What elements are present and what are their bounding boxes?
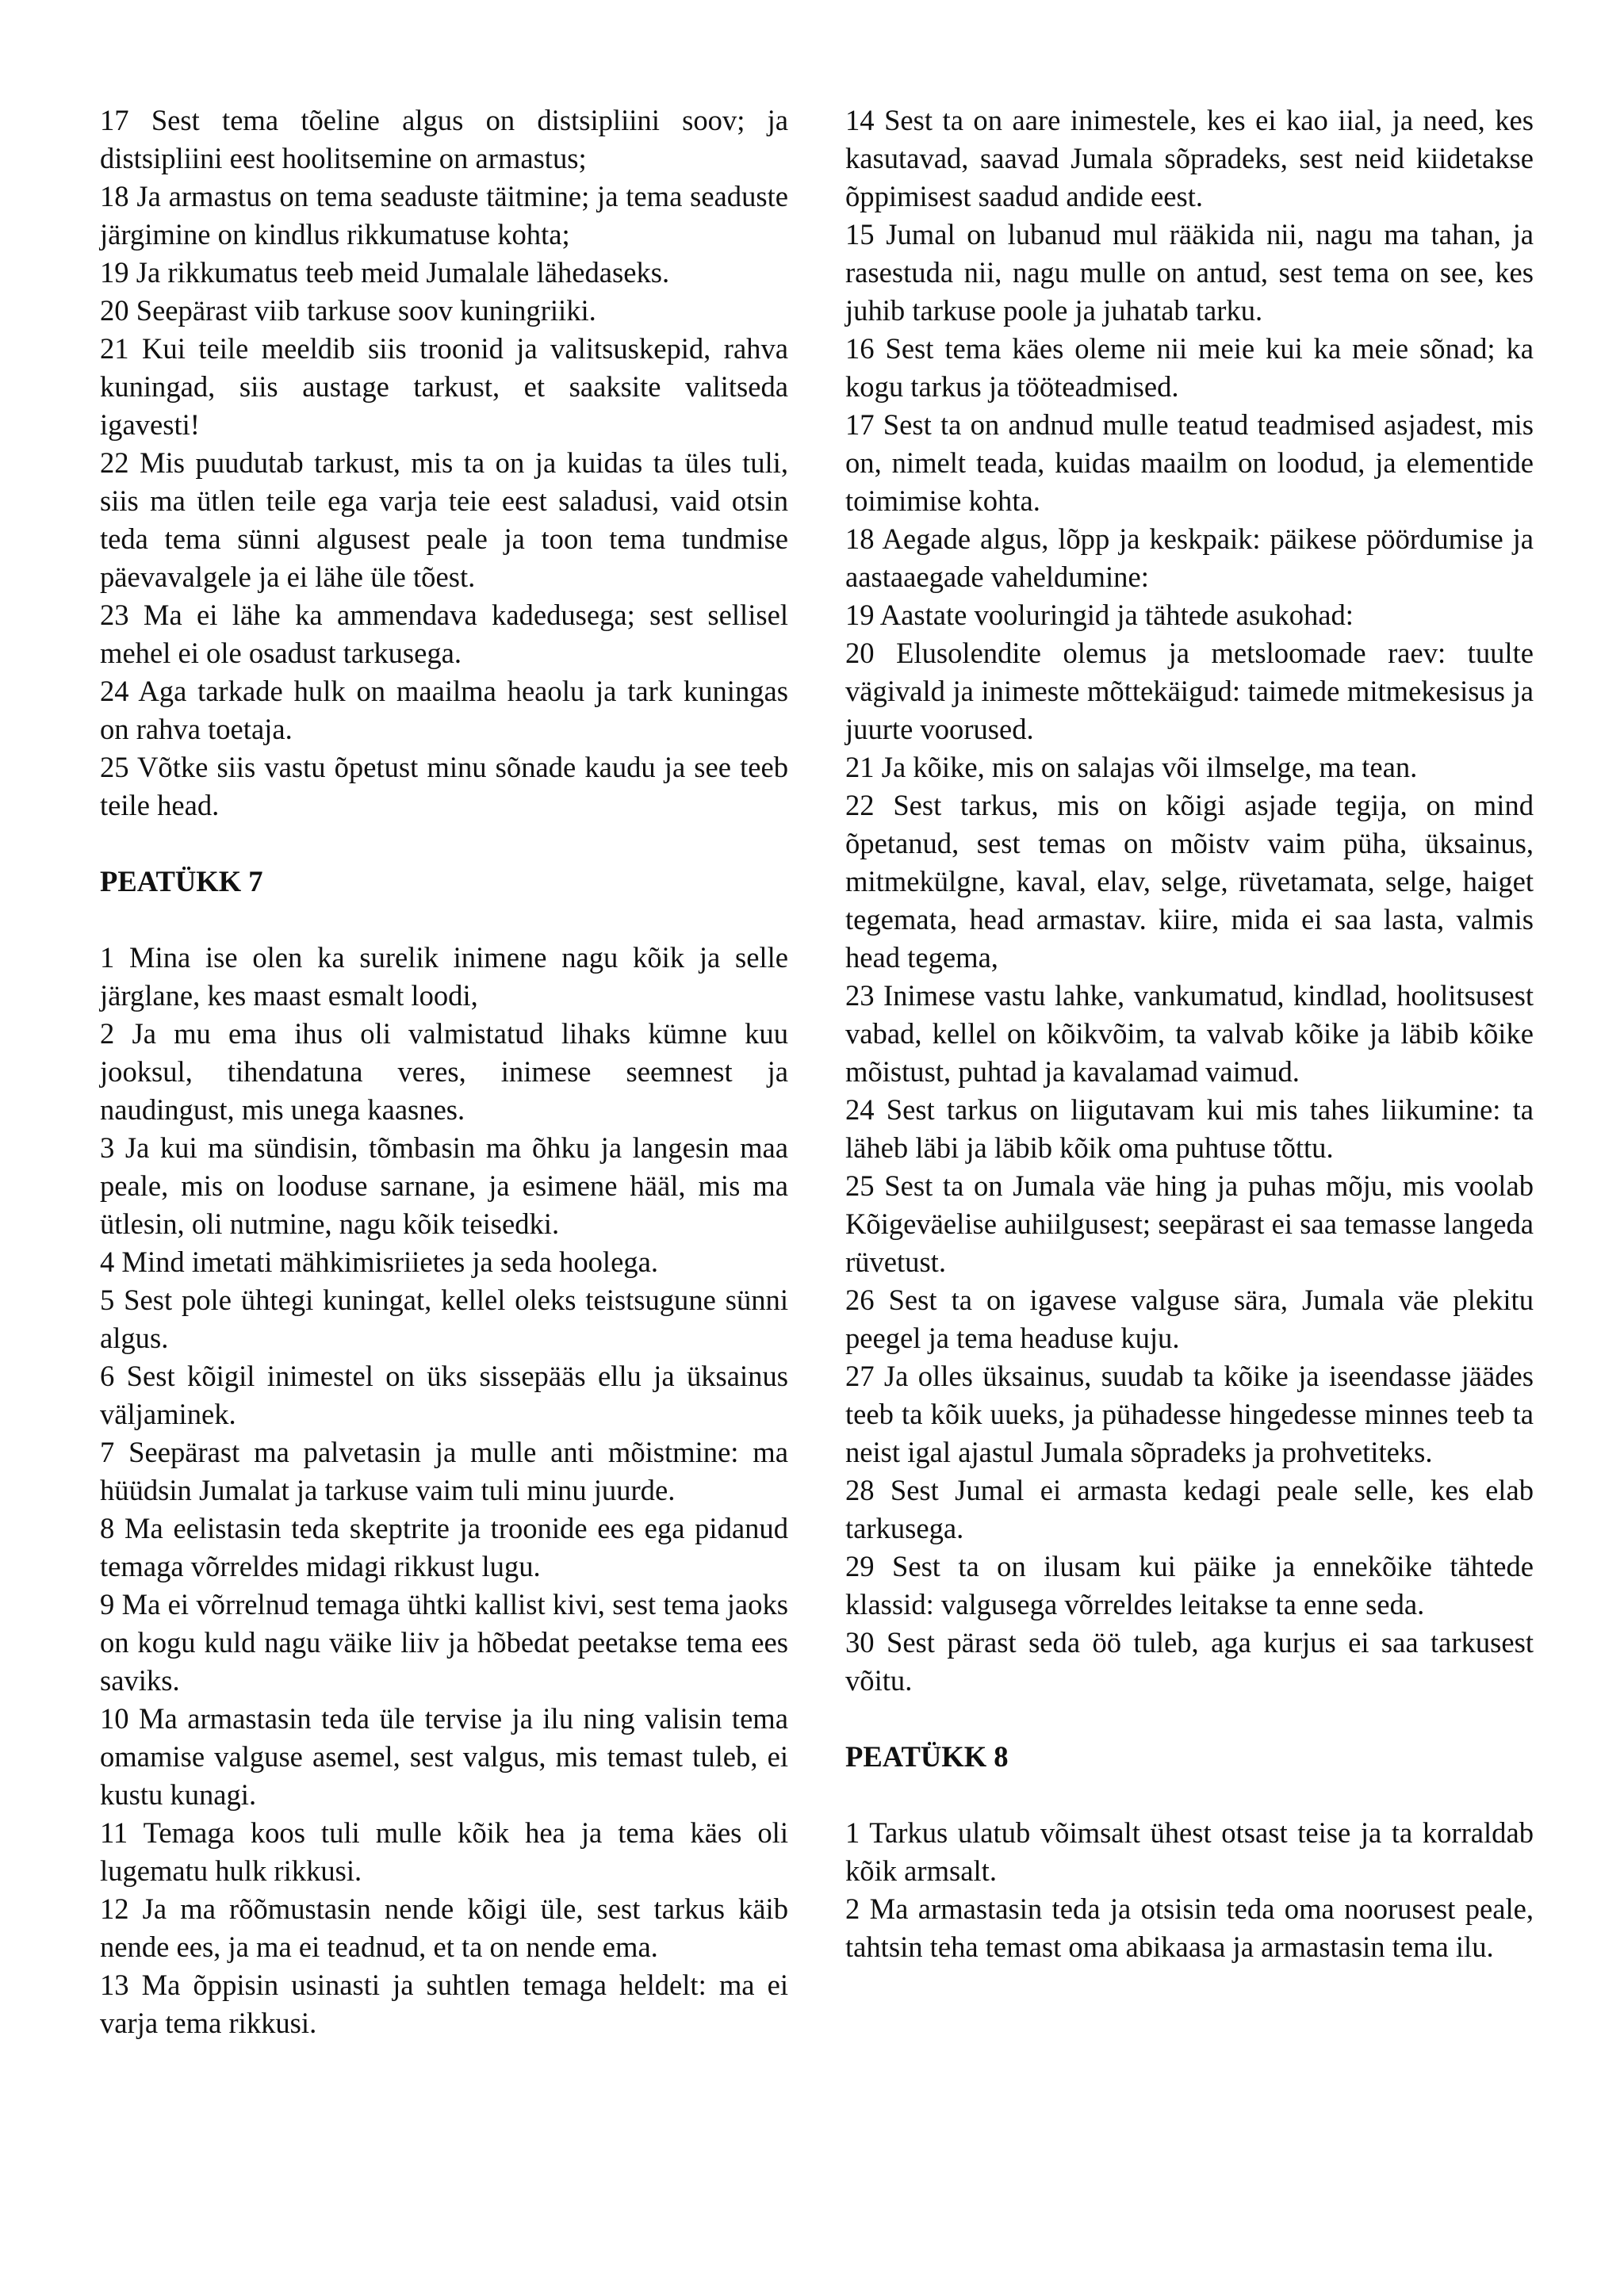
verse: 18 Aegade algus, lõpp ja keskpaik: päikese pöördumise ja aastaaegade vaheldumine:	[845, 522, 1534, 593]
left-column	[100, 101, 788, 2042]
verse: 2 Ma armastasin teda ja otsisin teda oma noorusest peale, tahtsin teha temast oma abikaasa ja armastasin tema ilu.	[845, 1892, 1534, 1963]
verse: 15 Jumal on lubanud mul rääkida nii, nagu ma tahan, ja rasestuda nii, nagu mulle on antud, sest tema on see, kes juhib tarkuse poole ja juhatab tarku.	[845, 218, 1534, 327]
verse: 10 Ma armastasin teda üle tervise ja ilu ning valisin tema omamise valguse asemel, sest valgus, mis temast tuleb, ei kustu kunagi.	[100, 1702, 788, 1811]
verse: 5 Sest pole ühtegi kuningat, kellel oleks teistsugune sünni algus.	[100, 1284, 788, 1354]
verse: 1 Tarkus ulatub võimsalt ühest otsast teise ja ta korraldab kõik armsalt.	[845, 1816, 1534, 1887]
verse: 25 Sest ta on Jumala väe hing ja puhas mõju, mis voolab Kõigeväelise auhiilgusest; seepärast ei saa temasse langeda rüvetust.	[845, 1169, 1534, 1278]
verse: 30 Sest pärast seda öö tuleb, aga kurjus ei saa tarkusest võitu.	[845, 1626, 1534, 1697]
verse: 6 Sest kõigil inimestel on üks sissepääs ellu ja üksainus väljaminek.	[100, 1360, 788, 1430]
verse: 20 Seepärast viib tarkuse soov kuningriiki.	[100, 294, 596, 327]
verse: 24 Sest tarkus on liigutavam kui mis tahes liikumine: ta läheb läbi ja läbib kõik oma puhtuse tõttu.	[845, 1093, 1534, 1164]
verse: 29 Sest ta on ilusam kui päike ja ennekõike tähtede klassid: valgusega võrreldes leitakse ta enne seda.	[845, 1550, 1534, 1621]
verse: 7 Seepärast ma palvetasin ja mulle anti mõistmine: ma hüüdsin Jumalat ja tarkuse vaim tuli minu juurde.	[100, 1436, 788, 1506]
verse: 21 Kui teile meeldib siis troonid ja valitsuskepid, rahva kuningad, siis austage tarkust, et saaksite valitseda igavesti!	[100, 332, 788, 441]
verse: 28 Sest Jumal ei armasta kedagi peale selle, kes elab tarkusega.	[845, 1474, 1534, 1544]
verse: 9 Ma ei võrrelnud temaga ühtki kallist kivi, sest tema jaoks on kogu kuld nagu väike liiv ja hõbedat peetakse tema ees saviks.	[100, 1588, 788, 1697]
chapter-heading: PEATÜKK 7	[100, 865, 263, 897]
verse: 19 Aastate vooluringid ja tähtede asukohad:	[845, 599, 1354, 631]
verse: 17 Sest ta on andnud mulle teatud teadmised asjadest, mis on, nimelt teada, kuidas maailm on loodud, ja elementide toimimise kohta.	[845, 408, 1534, 517]
verse: 21 Ja kõike, mis on salajas või ilmselge, ma tean.	[845, 751, 1418, 783]
verse: 12 Ja ma rõõmustasin nende kõigi üle, sest tarkus käib nende ees, ja ma ei teadnud, et ta on nende ema.	[100, 1892, 788, 1963]
verse: 13 Ma õppisin usinasti ja suhtlen temaga heldelt: ma ei varja tema rikkusi.	[100, 1969, 788, 2039]
verse: 24 Aga tarkade hulk on maailma heaolu ja tark kuningas on rahva toetaja.	[100, 675, 788, 745]
verse: 2 Ja mu ema ihus oli valmistatud lihaks kümne kuu jooksul, tihendatuna veres, inimese seemnest ja naudingust, mis unega kaasnes.	[100, 1017, 788, 1126]
verse: 11 Temaga koos tuli mulle kõik hea ja tema käes oli lugematu hulk rikkusi.	[100, 1816, 788, 1887]
verse: 23 Inimese vastu lahke, vankumatud, kindlad, hoolitsusest vabad, kellel on kõikvõim, ta valvab kõike ja läbib kõike mõistust, puhtad ja kavalamad vaimud.	[845, 979, 1534, 1088]
verse: 25 Võtke siis vastu õpetust minu sõnade kaudu ja see teeb teile head.	[100, 751, 788, 821]
verse: 8 Ma eelistasin teda skeptrite ja troonide ees ega pidanud temaga võrreldes midagi rikkust lugu.	[100, 1512, 788, 1582]
verse: 3 Ja kui ma sündisin, tõmbasin ma õhku ja langesin maa peale, mis on looduse sarnane, ja esimene hääl, mis ma ütlesin, oli nutmine, nagu kõik teisedki.	[100, 1131, 788, 1240]
verse: 4 Mind imetati mähkimisriietes ja seda hoolega.	[100, 1246, 658, 1278]
verse: 27 Ja olles üksainus, suudab ta kõike ja iseendasse jäädes teeb ta kõik uueks, ja pühadesse hingedesse minnes teeb ta neist igal ajastul Jumala sõpradeks ja prohvetiteks.	[845, 1360, 1534, 1468]
verse: 1 Mina ise olen ka surelik inimene nagu kõik ja selle järglane, kes maast esmalt loodi,	[100, 941, 788, 1012]
verse: 26 Sest ta on igavese valguse sära, Jumala väe plekitu peegel ja tema headuse kuju.	[845, 1284, 1534, 1354]
verse: 17 Sest tema tõeline algus on distsipliini soov; ja distsipliini eest hoolitsemine on armastus;	[100, 104, 788, 174]
verse: 19 Ja rikkumatus teeb meid Jumalale lähedaseks.	[100, 256, 670, 289]
verse: 23 Ma ei lähe ka ammendava kadedusega; sest sellisel mehel ei ole osadust tarkusega.	[100, 599, 788, 669]
chapter-heading: PEATÜKK 8	[845, 1740, 1009, 1773]
right-column	[845, 101, 1534, 1966]
verse: 14 Sest ta on aare inimestele, kes ei kao iial, ja need, kes kasutavad, saavad Jumala sõpradeks, sest neid kiidetakse õppimisest saadud andide eest.	[845, 104, 1534, 212]
verse: 20 Elusolendite olemus ja metsloomade raev: tuulte vägivald ja inimeste mõttekäigud: taimede mitmekesisus ja juurte voorused.	[845, 637, 1534, 745]
verse: 18 Ja armastus on tema seaduste täitmine; ja tema seaduste järgimine on kindlus rikkumatuse kohta;	[100, 180, 788, 251]
verse: 22 Mis puudutab tarkust, mis ta on ja kuidas ta üles tuli, siis ma ütlen teile ega varja teie eest saladusi, vaid otsin teda tema sünni algusest peale ja toon tema tundmise päevavalgele ja ei lähe üle tõest.	[100, 446, 788, 593]
verse: 22 Sest tarkus, mis on kõigi asjade tegija, on mind õpetanud, sest temas on mõistv vaim püha, üksainus, mitmekülgne, kaval, elav, selge, rüvetamata, selge, haiget tegemata, head armastav. kiire, mida ei saa lasta, valmis head tegema,	[845, 789, 1534, 974]
verse: 16 Sest tema käes oleme nii meie kui ka meie sõnad; ka kogu tarkus ja tööteadmised.	[845, 332, 1534, 403]
